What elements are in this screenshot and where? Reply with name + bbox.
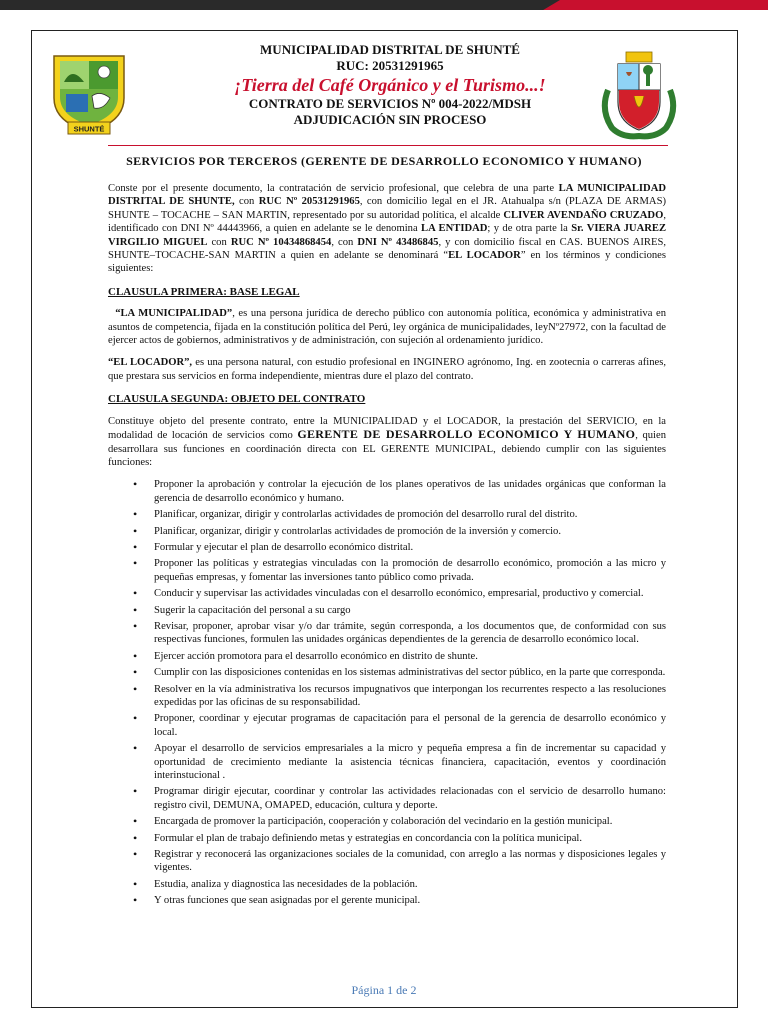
crest-label: SHUNTÉ — [73, 124, 105, 134]
document-title: SERVICIOS POR TERCEROS (GERENTE DE DESARROLLO ECONOMICO Y HUMANO) — [126, 154, 642, 168]
clause-one-heading: CLAUSULA PRIMERA: BASE LEGAL — [108, 285, 300, 298]
intro-paragraph — [108, 182, 666, 276]
list-item: • Revisar, proponer, aprobar visar y/o dar trámite, según corresponda, a los documentos que, de conformidad con sus respectivas funciones, formulen las unidades orgánicas dependientes de la gerencia de desarrollo económico local. — [154, 620, 666, 647]
list-item: • Proponer las políticas y estrategias vinculadas con la promoción de desarrollo económico, promoción a las micro y pequeñas empresas, y fomentar las inversiones tanto público como privada. — [154, 557, 666, 584]
adjudication-type: ADJUDICACIÓN SIN PROCESO — [293, 112, 487, 127]
slogan: ¡Tierra del Café Orgánico y el Turismo...! — [234, 75, 546, 95]
clause-two-heading: CLAUSULA SEGUNDA: OBJETO DEL CONTRATO — [108, 393, 366, 406]
intro-text: , y con domicilio fiscal en CAS. BUENOS AIRES, SHUNTE–TOCACHE-SAN MARTIN a quien en adelante se denominará “ — [108, 236, 666, 262]
intro-bold: RUC Nº 20531291965 — [258, 196, 360, 208]
list-item: • Proponer la aprobación y controlar la ejecución de los planes operativos de las unidades orgánicas que conforman la gerencia de desarrollo económico y humano. — [154, 478, 666, 505]
intro-text: , con — [331, 236, 358, 248]
clause-one-party: “EL LOCADOR”, — [108, 357, 193, 369]
list-item: • Proponer, coordinar y ejecutar programas de capacitación para el personal de la gerencia de desarrollo económico y local. — [154, 712, 666, 739]
ruc-number: RUC: 20531291965 — [336, 58, 444, 73]
list-item: • Ejercer acción promotora para el desarrollo económico en distrito de shunte. — [154, 650, 666, 663]
intro-bold: RUC Nº 10434868454 — [230, 236, 332, 248]
intro-text: Conste por el presente documento, la contratación de servicio profesional, que celebra de una parte — [108, 183, 559, 194]
document-body — [108, 182, 666, 911]
intro-bold: Sr. VIERA JUAREZ VIRGILIO MIGUEL — [108, 223, 667, 248]
list-item: • Planificar, organizar, dirigir y controlarlas actividades de promoción del desarrollo rural del distrito. — [154, 508, 666, 521]
page-number: Página 1 de 2 — [351, 983, 417, 997]
list-item: • Y otras funciones que sean asignadas por el gerente municipal. — [154, 894, 666, 907]
position-title: GERENTE DE DESARROLLO ECONOMICO Y HUMANO — [297, 427, 636, 442]
list-item: • Sugerir la capacitación del personal a su cargo — [154, 604, 666, 617]
intro-bold: DNI Nº 43486845 — [357, 236, 439, 248]
intro-text: con — [207, 236, 231, 248]
functions-list — [108, 478, 666, 907]
list-item: • Formular y ejecutar el plan de desarrollo económico distrital. — [154, 541, 666, 554]
clause-two-paragraph — [108, 415, 666, 470]
intro-bold: LA MUNICIPALIDAD DISTRITAL DE SHUNTE, — [108, 183, 666, 208]
intro-text: ” en los términos y condiciones siguientes: — [108, 250, 667, 275]
list-item: • Formular el plan de trabajo definiendo metas y estrategias en concordancia con la política municipal. — [154, 832, 666, 845]
clause-two-text: , quien desarrollara sus funciones en coordinación directa con EL GERENTE MUNICIPAL, debiendo cumplir con las siguientes funciones: — [108, 430, 666, 468]
intro-bold: LA ENTIDAD — [421, 223, 488, 235]
clause-one-text: es una persona natural, con estudio profesional en INGINERO agrónomo, Ing. en zootecnia o carreras afines, que prestara sus servicios en forma independiente, mientras dure el plazo del contrato. — [108, 357, 666, 382]
intro-bold: EL LOCADOR — [448, 250, 521, 262]
clause-one-paragraph-1 — [108, 307, 666, 347]
list-item: • Planificar, organizar, dirigir y controlarlas actividades de promoción de la inversión y comercio. — [154, 525, 666, 538]
clause-one-text: , es una persona jurídica de derecho público con autonomía política, económica y administrativa en asuntos de competencia, fijada en la constitución política del Perú, ley orgánica de municipalidades, leyNº27972, con la facultad de ejercer actos de gobiernos, administrativos y de administración, con sujeción al ordenamiento jurídico. — [108, 308, 667, 347]
municipal-crest-logo — [48, 52, 130, 136]
list-item: • Registrar y reconocerá las organizaciones sociales de la comunidad, con arreglo a las normas y disposiciones legales y vigentes. — [154, 848, 666, 875]
intro-text: ; y de otra parte la — [487, 223, 572, 235]
top-dark-bar — [0, 0, 560, 10]
municipality-name: MUNICIPALIDAD DISTRITAL DE SHUNTÉ — [260, 42, 520, 57]
list-item: • Cumplir con las disposiciones contenidas en los sistemas administrativas del sector público, en la parte que corresponda. — [154, 666, 666, 679]
list-item: • Conducir y supervisar las actividades vinculadas con el desarrollo económico, empresarial, productivo y comercial. — [154, 587, 666, 600]
intro-bold: CLIVER AVENDAÑO CRUZADO — [503, 209, 664, 221]
intro-text: , identificado con DNI Nº 44443966, a quien en adelante se le denomina — [108, 209, 666, 235]
list-item: • Encargada de promover la participación, cooperación y colaboración del vecindario en la gestión municipal. — [154, 815, 666, 828]
intro-text: con — [234, 196, 259, 208]
list-item: • Resolver en la vía administrativa los recursos impugnativos que interpongan los recurrentes respecto a las resoluciones expedidas por las oficinas de su responsabilidad. — [154, 683, 666, 710]
clause-one-paragraph-2 — [108, 356, 666, 383]
contract-number: CONTRATO DE SERVICIOS Nº 004-2022/MDSH — [248, 96, 532, 111]
intro-text: , con domicilio legal en el JR. Atahualpa s/n (PLAZA DE ARMAS) SHUNTE – TOCACHE – SAN MARTIN, representado por su autoridad política, el alcalde — [108, 196, 666, 221]
header-divider — [108, 145, 668, 146]
list-item: • Programar dirigir ejecutar, coordinar y controlar las actividades relacionadas con el servicio de desarrollo humano: registro civil, DEMUNA, OMAPED, educación, cultura y deporte. — [154, 785, 666, 812]
document-header — [160, 42, 620, 128]
list-item: • Estudia, analiza y diagnostica las necesidades de la población. — [154, 878, 666, 891]
clause-one-party: “LA MUNICIPALIDAD” — [115, 308, 233, 320]
list-item: • Apoyar el desarrollo de servicios empresariales a la micro y pequeña empresa a fin de incrementar su capacidad y oportunidad de crecimiento mediante la asistencia técnicas financiera, capacitación, eventos y coordinación interinstucional . — [154, 742, 666, 782]
clause-two-text: Constituye objeto del presente contrato, entre la MUNICIPALIDAD y el LOCADOR, la prestación del SERVICIO, en la modalidad de locación de servicios como — [108, 415, 666, 442]
